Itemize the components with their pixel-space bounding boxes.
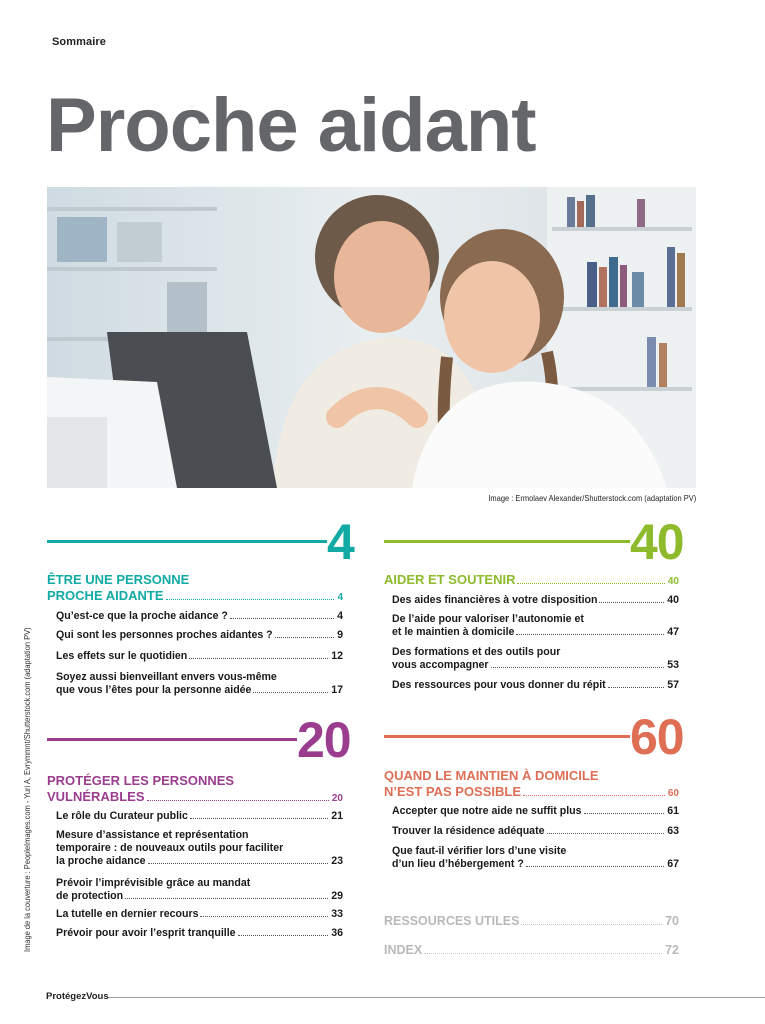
toc-entry[interactable]	[392, 805, 679, 818]
toc-entry-page: 67	[667, 858, 679, 870]
footer-brand-logo: ProtégezVous	[46, 991, 109, 1002]
toc-entry-label: d’un lieu d’hébergement ?	[392, 858, 524, 870]
section-4-title	[47, 572, 343, 606]
section-40-title-line: AIDER ET SOUTENIR	[384, 572, 516, 587]
toc-entry-label: de protection	[56, 890, 124, 902]
toc-entry-label: temporaire : de nouveaux outils pour faciliter	[56, 842, 284, 854]
section-40-number: 40	[630, 514, 684, 570]
toc-entry-label: Prévoir l’imprévisible grâce au mandat	[56, 877, 251, 889]
section-4-rule	[47, 540, 327, 543]
section-4-page: 4	[337, 592, 343, 603]
section-60-title-line: QUAND LE MAINTIEN À DOMICILE	[384, 768, 599, 783]
section-20-rule	[47, 738, 297, 741]
toc-entry-label: Le rôle du Curateur public	[56, 810, 188, 822]
toc-entry-page: 40	[667, 594, 679, 606]
section-4-title-line: ÊTRE UNE PERSONNE	[47, 572, 190, 587]
section-60-rule	[384, 735, 630, 738]
toc-entry[interactable]	[56, 629, 343, 642]
toc-entry-page: 47	[667, 626, 679, 638]
toc-entry[interactable]	[56, 810, 343, 823]
toc-entry-label: Prévoir pour avoir l’esprit tranquille	[56, 927, 236, 939]
toc-entry-page: 53	[667, 659, 679, 671]
toc-entry-label: Les effets sur le quotidien	[56, 650, 188, 662]
section-20-title	[47, 773, 343, 807]
toc-entry-label: Des ressources pour vous donner du répit	[392, 679, 606, 691]
cover-image-credit: Image de la couverture : PeopleImages.com - Yuri A, Evrymmnt/Shutterstock.com (adaptation PV)	[22, 627, 32, 952]
toc-entry-label: vous accompagner	[392, 659, 489, 671]
section-60-title-row	[384, 784, 679, 802]
toc-extra-index[interactable]	[384, 943, 679, 957]
toc-entry-page: 29	[331, 890, 343, 902]
section-60-title-line: N’EST PAS POSSIBLE	[384, 784, 522, 799]
toc-extra-label: RESSOURCES UTILES	[384, 914, 520, 928]
toc-extra-label: INDEX	[384, 943, 423, 957]
toc-entry-page: 23	[331, 855, 343, 867]
toc-entry-page: 12	[331, 650, 343, 662]
section-20-number: 20	[297, 712, 351, 768]
toc-entry-label: que vous l’êtes pour la personne aidée	[56, 684, 252, 696]
toc-entry-page: 61	[667, 805, 679, 817]
section-60-page: 60	[667, 788, 679, 799]
toc-entry[interactable]	[392, 679, 679, 692]
toc-entry-label: et le maintien à domicile	[392, 626, 515, 638]
toc-entry-label: La tutelle en dernier recours	[56, 908, 199, 920]
toc-entry-label: Trouver la résidence adéquate	[392, 825, 545, 837]
toc-entry-label: Accepter que notre aide ne suffit plus	[392, 805, 582, 817]
toc-entry-page: 33	[331, 908, 343, 920]
section-20-title-row	[47, 789, 343, 807]
toc-entry[interactable]	[56, 650, 343, 663]
section-40-title	[384, 572, 679, 590]
toc-entry[interactable]	[56, 908, 343, 921]
toc-entry-page: 9	[337, 629, 343, 641]
toc-entry-label: la proche aidance	[56, 855, 146, 867]
toc-entry-page: 57	[667, 679, 679, 691]
section-20-title-line: PROTÉGER LES PERSONNES	[47, 773, 235, 788]
toc-entry[interactable]	[56, 877, 343, 903]
section-60-title	[384, 768, 679, 802]
toc-entry[interactable]	[392, 845, 679, 871]
section-20-title-line: VULNÉRABLES	[47, 789, 145, 804]
toc-extra-page: 72	[665, 943, 679, 957]
photo-credit: Image : Ermolaev Alexander/Shutterstock.com (adaptation PV)	[488, 493, 696, 503]
toc-entry-page: 36	[331, 927, 343, 939]
section-40-page: 40	[667, 576, 679, 587]
footer-rule	[107, 997, 765, 998]
section-40-rule	[384, 540, 630, 543]
cover-photo	[47, 187, 696, 488]
toc-extra-resources[interactable]	[384, 914, 679, 928]
page-kicker: Sommaire	[52, 36, 106, 48]
section-60-number: 60	[630, 709, 684, 765]
toc-entry[interactable]	[56, 927, 343, 940]
toc-entry[interactable]	[392, 646, 679, 672]
section-20-page: 20	[331, 793, 343, 804]
toc-entry-label: Mesure d’assistance et représentation	[56, 829, 249, 841]
toc-entry-label: Qui sont les personnes proches aidantes ?	[56, 629, 273, 641]
toc-entry[interactable]	[392, 594, 679, 607]
toc-entry-label: Qu’est-ce que la proche aidance ?	[56, 610, 228, 622]
section-4-number: 4	[327, 514, 354, 570]
toc-entry-label: De l’aide pour valoriser l’autonomie et	[392, 613, 584, 625]
toc-entry-page: 4	[337, 610, 343, 622]
toc-entry[interactable]	[392, 825, 679, 838]
toc-entry[interactable]	[56, 671, 343, 697]
toc-entry-label: Que faut-il vérifier lors d’une visite	[392, 845, 567, 857]
toc-entry[interactable]	[392, 613, 679, 639]
toc-entry-page: 21	[331, 810, 343, 822]
toc-entry-label: Des aides financières à votre disposition	[392, 594, 598, 606]
section-4-title-row	[47, 588, 343, 606]
toc-entry-label: Soyez aussi bienveillant envers vous-même	[56, 671, 277, 683]
toc-entry[interactable]	[56, 610, 343, 623]
toc-entry-page: 63	[667, 825, 679, 837]
toc-entry[interactable]	[56, 829, 343, 868]
page-title: Proche aidant	[46, 83, 536, 168]
toc-extra-page: 70	[665, 914, 679, 928]
toc-entry-label: Des formations et des outils pour	[392, 646, 561, 658]
section-4-title-line: PROCHE AIDANTE	[47, 588, 164, 603]
toc-entry-page: 17	[331, 684, 343, 696]
